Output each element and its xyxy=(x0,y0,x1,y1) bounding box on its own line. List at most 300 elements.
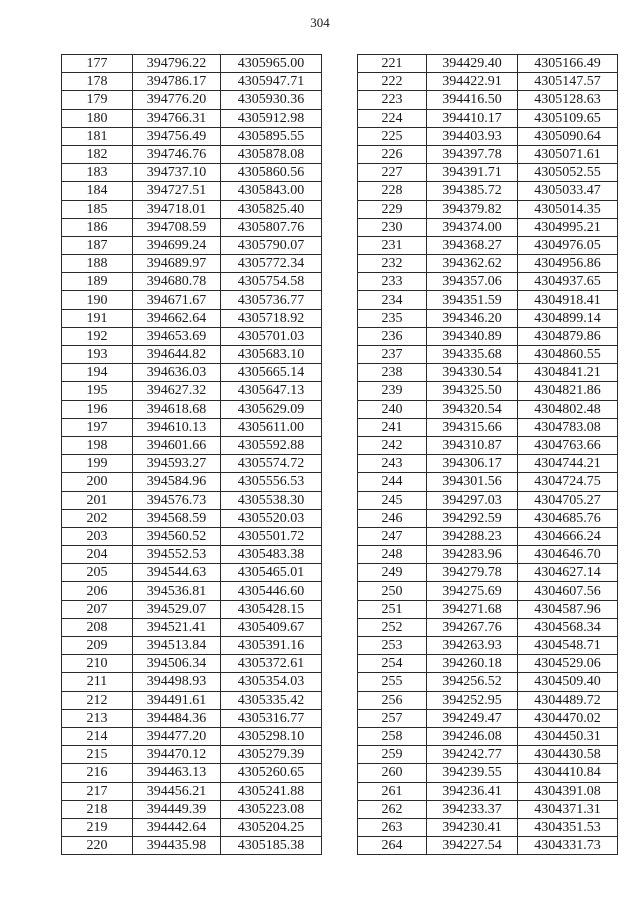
table-row xyxy=(358,127,618,145)
point-number-cell: 229 xyxy=(358,200,427,218)
point-number-cell: 181 xyxy=(62,127,133,145)
x-coordinate-cell: 394310.87 xyxy=(427,436,518,454)
table-row xyxy=(62,291,322,309)
table-row xyxy=(62,800,322,818)
point-number-cell: 212 xyxy=(62,691,133,709)
y-coordinate-cell: 4304705.27 xyxy=(518,491,618,509)
y-coordinate-cell: 4304391.08 xyxy=(518,782,618,800)
table-row xyxy=(358,564,618,582)
y-coordinate-cell: 4305316.77 xyxy=(221,709,322,727)
x-coordinate-cell: 394610.13 xyxy=(133,418,221,436)
point-number-cell: 244 xyxy=(358,473,427,491)
y-coordinate-cell: 4305241.88 xyxy=(221,782,322,800)
point-number-cell: 205 xyxy=(62,564,133,582)
point-number-cell: 206 xyxy=(62,582,133,600)
x-coordinate-cell: 394513.84 xyxy=(133,637,221,655)
y-coordinate-cell: 4305090.64 xyxy=(518,127,618,145)
y-coordinate-cell: 4305372.61 xyxy=(221,655,322,673)
x-coordinate-cell: 394529.07 xyxy=(133,600,221,618)
table-row xyxy=(358,509,618,527)
y-coordinate-cell: 4305335.42 xyxy=(221,691,322,709)
point-number-cell: 216 xyxy=(62,764,133,782)
point-number-cell: 258 xyxy=(358,727,427,745)
table-row xyxy=(62,236,322,254)
y-coordinate-cell: 4304899.14 xyxy=(518,309,618,327)
y-coordinate-cell: 4304450.31 xyxy=(518,727,618,745)
y-coordinate-cell: 4305465.01 xyxy=(221,564,322,582)
table-row xyxy=(62,527,322,545)
table-row xyxy=(62,837,322,855)
x-coordinate-cell: 394671.67 xyxy=(133,291,221,309)
point-number-cell: 255 xyxy=(358,673,427,691)
point-number-cell: 180 xyxy=(62,109,133,127)
x-coordinate-cell: 394275.69 xyxy=(427,582,518,600)
table-row xyxy=(62,200,322,218)
table-row xyxy=(358,637,618,655)
y-coordinate-cell: 4305279.39 xyxy=(221,746,322,764)
point-number-cell: 249 xyxy=(358,564,427,582)
point-number-cell: 230 xyxy=(358,218,427,236)
x-coordinate-cell: 394521.41 xyxy=(133,618,221,636)
y-coordinate-cell: 4305483.38 xyxy=(221,546,322,564)
x-coordinate-cell: 394292.59 xyxy=(427,509,518,527)
y-coordinate-cell: 4305014.35 xyxy=(518,200,618,218)
table-row xyxy=(62,600,322,618)
y-coordinate-cell: 4305204.25 xyxy=(221,818,322,836)
x-coordinate-cell: 394230.41 xyxy=(427,818,518,836)
table-row xyxy=(62,637,322,655)
table-row xyxy=(358,837,618,855)
table-row xyxy=(62,418,322,436)
y-coordinate-cell: 4304724.75 xyxy=(518,473,618,491)
table-row xyxy=(62,346,322,364)
x-coordinate-cell: 394239.55 xyxy=(427,764,518,782)
point-number-cell: 197 xyxy=(62,418,133,436)
table-row xyxy=(358,618,618,636)
y-coordinate-cell: 4305736.77 xyxy=(221,291,322,309)
point-number-cell: 185 xyxy=(62,200,133,218)
table-row xyxy=(358,818,618,836)
point-number-cell: 220 xyxy=(62,837,133,855)
y-coordinate-cell: 4305166.49 xyxy=(518,55,618,73)
y-coordinate-cell: 4304956.86 xyxy=(518,255,618,273)
point-number-cell: 241 xyxy=(358,418,427,436)
x-coordinate-cell: 394397.78 xyxy=(427,145,518,163)
x-coordinate-cell: 394708.59 xyxy=(133,218,221,236)
point-number-cell: 189 xyxy=(62,273,133,291)
y-coordinate-cell: 4305147.57 xyxy=(518,73,618,91)
table-row xyxy=(62,73,322,91)
table-row xyxy=(62,109,322,127)
y-coordinate-cell: 4304995.21 xyxy=(518,218,618,236)
table-row xyxy=(358,455,618,473)
point-number-cell: 253 xyxy=(358,637,427,655)
x-coordinate-cell: 394746.76 xyxy=(133,145,221,163)
table-row xyxy=(62,127,322,145)
y-coordinate-cell: 4305807.76 xyxy=(221,218,322,236)
y-coordinate-cell: 4304937.65 xyxy=(518,273,618,291)
point-number-cell: 195 xyxy=(62,382,133,400)
y-coordinate-cell: 4304918.41 xyxy=(518,291,618,309)
y-coordinate-cell: 4304509.40 xyxy=(518,673,618,691)
table-row xyxy=(358,182,618,200)
point-number-cell: 214 xyxy=(62,727,133,745)
table-row xyxy=(62,309,322,327)
point-number-cell: 182 xyxy=(62,145,133,163)
x-coordinate-cell: 394288.23 xyxy=(427,527,518,545)
point-number-cell: 251 xyxy=(358,600,427,618)
table-row xyxy=(62,255,322,273)
table-row xyxy=(62,327,322,345)
table-row xyxy=(358,746,618,764)
y-coordinate-cell: 4305354.03 xyxy=(221,673,322,691)
x-coordinate-cell: 394362.62 xyxy=(427,255,518,273)
point-number-cell: 257 xyxy=(358,709,427,727)
point-number-cell: 199 xyxy=(62,455,133,473)
y-coordinate-cell: 4304371.31 xyxy=(518,800,618,818)
table-row xyxy=(62,655,322,673)
x-coordinate-cell: 394484.36 xyxy=(133,709,221,727)
x-coordinate-cell: 394315.66 xyxy=(427,418,518,436)
point-number-cell: 221 xyxy=(358,55,427,73)
point-number-cell: 246 xyxy=(358,509,427,527)
table-row xyxy=(62,782,322,800)
table-row xyxy=(358,691,618,709)
y-coordinate-cell: 4304783.08 xyxy=(518,418,618,436)
x-coordinate-cell: 394320.54 xyxy=(427,400,518,418)
table-row xyxy=(358,327,618,345)
y-coordinate-cell: 4305538.30 xyxy=(221,491,322,509)
x-coordinate-cell: 394699.24 xyxy=(133,236,221,254)
y-coordinate-cell: 4304410.84 xyxy=(518,764,618,782)
x-coordinate-cell: 394627.32 xyxy=(133,382,221,400)
table-row xyxy=(358,800,618,818)
point-number-cell: 243 xyxy=(358,455,427,473)
table-row xyxy=(358,727,618,745)
point-number-cell: 260 xyxy=(358,764,427,782)
point-number-cell: 240 xyxy=(358,400,427,418)
y-coordinate-cell: 4304666.24 xyxy=(518,527,618,545)
table-row xyxy=(62,182,322,200)
x-coordinate-cell: 394297.03 xyxy=(427,491,518,509)
table-row xyxy=(358,473,618,491)
x-coordinate-cell: 394662.64 xyxy=(133,309,221,327)
point-number-cell: 215 xyxy=(62,746,133,764)
point-number-cell: 261 xyxy=(358,782,427,800)
point-number-cell: 203 xyxy=(62,527,133,545)
y-coordinate-cell: 4305556.53 xyxy=(221,473,322,491)
table-row xyxy=(358,309,618,327)
y-coordinate-cell: 4304976.05 xyxy=(518,236,618,254)
x-coordinate-cell: 394618.68 xyxy=(133,400,221,418)
point-number-cell: 200 xyxy=(62,473,133,491)
point-number-cell: 223 xyxy=(358,91,427,109)
point-number-cell: 226 xyxy=(358,145,427,163)
y-coordinate-cell: 4304763.66 xyxy=(518,436,618,454)
x-coordinate-cell: 394351.59 xyxy=(427,291,518,309)
point-number-cell: 233 xyxy=(358,273,427,291)
point-number-cell: 217 xyxy=(62,782,133,800)
point-number-cell: 237 xyxy=(358,346,427,364)
point-number-cell: 184 xyxy=(62,182,133,200)
y-coordinate-cell: 4304568.34 xyxy=(518,618,618,636)
table-row xyxy=(62,55,322,73)
table-row xyxy=(358,73,618,91)
x-coordinate-cell: 394689.97 xyxy=(133,255,221,273)
coordinates-table-right xyxy=(357,54,618,855)
y-coordinate-cell: 4304802.48 xyxy=(518,400,618,418)
table-row xyxy=(62,455,322,473)
y-coordinate-cell: 4304685.76 xyxy=(518,509,618,527)
y-coordinate-cell: 4305298.10 xyxy=(221,727,322,745)
point-number-cell: 178 xyxy=(62,73,133,91)
point-number-cell: 231 xyxy=(358,236,427,254)
y-coordinate-cell: 4304331.73 xyxy=(518,837,618,855)
point-number-cell: 222 xyxy=(358,73,427,91)
point-number-cell: 242 xyxy=(358,436,427,454)
y-coordinate-cell: 4305428.15 xyxy=(221,600,322,618)
y-coordinate-cell: 4304529.06 xyxy=(518,655,618,673)
x-coordinate-cell: 394346.20 xyxy=(427,309,518,327)
y-coordinate-cell: 4305071.61 xyxy=(518,145,618,163)
point-number-cell: 263 xyxy=(358,818,427,836)
x-coordinate-cell: 394786.17 xyxy=(133,73,221,91)
y-coordinate-cell: 4304351.53 xyxy=(518,818,618,836)
y-coordinate-cell: 4305683.10 xyxy=(221,346,322,364)
x-coordinate-cell: 394306.17 xyxy=(427,455,518,473)
x-coordinate-cell: 394233.37 xyxy=(427,800,518,818)
table-row xyxy=(62,618,322,636)
table-row xyxy=(358,400,618,418)
y-coordinate-cell: 4304587.96 xyxy=(518,600,618,618)
table-row xyxy=(62,582,322,600)
x-coordinate-cell: 394491.61 xyxy=(133,691,221,709)
table-row xyxy=(358,364,618,382)
y-coordinate-cell: 4304744.21 xyxy=(518,455,618,473)
y-coordinate-cell: 4305409.67 xyxy=(221,618,322,636)
point-number-cell: 198 xyxy=(62,436,133,454)
table-row xyxy=(358,55,618,73)
table-row xyxy=(62,818,322,836)
table-row xyxy=(62,145,322,163)
table-row xyxy=(62,218,322,236)
table-row xyxy=(358,782,618,800)
y-coordinate-cell: 4305665.14 xyxy=(221,364,322,382)
y-coordinate-cell: 4305629.09 xyxy=(221,400,322,418)
point-number-cell: 262 xyxy=(358,800,427,818)
x-coordinate-cell: 394718.01 xyxy=(133,200,221,218)
x-coordinate-cell: 394456.21 xyxy=(133,782,221,800)
x-coordinate-cell: 394796.22 xyxy=(133,55,221,73)
point-number-cell: 248 xyxy=(358,546,427,564)
point-number-cell: 227 xyxy=(358,164,427,182)
table-row xyxy=(62,382,322,400)
x-coordinate-cell: 394340.89 xyxy=(427,327,518,345)
point-number-cell: 235 xyxy=(358,309,427,327)
point-number-cell: 236 xyxy=(358,327,427,345)
point-number-cell: 247 xyxy=(358,527,427,545)
point-number-cell: 224 xyxy=(358,109,427,127)
x-coordinate-cell: 394385.72 xyxy=(427,182,518,200)
y-coordinate-cell: 4305718.92 xyxy=(221,309,322,327)
x-coordinate-cell: 394379.82 xyxy=(427,200,518,218)
point-number-cell: 259 xyxy=(358,746,427,764)
table-row xyxy=(62,491,322,509)
table-row xyxy=(62,709,322,727)
table-row xyxy=(358,218,618,236)
x-coordinate-cell: 394410.17 xyxy=(427,109,518,127)
x-coordinate-cell: 394403.93 xyxy=(427,127,518,145)
point-number-cell: 191 xyxy=(62,309,133,327)
table-row xyxy=(62,473,322,491)
point-number-cell: 254 xyxy=(358,655,427,673)
y-coordinate-cell: 4304860.55 xyxy=(518,346,618,364)
y-coordinate-cell: 4305109.65 xyxy=(518,109,618,127)
x-coordinate-cell: 394593.27 xyxy=(133,455,221,473)
y-coordinate-cell: 4305930.36 xyxy=(221,91,322,109)
x-coordinate-cell: 394737.10 xyxy=(133,164,221,182)
point-number-cell: 187 xyxy=(62,236,133,254)
point-number-cell: 211 xyxy=(62,673,133,691)
point-number-cell: 232 xyxy=(358,255,427,273)
x-coordinate-cell: 394442.64 xyxy=(133,818,221,836)
x-coordinate-cell: 394374.00 xyxy=(427,218,518,236)
coordinates-table-left xyxy=(61,54,322,855)
x-coordinate-cell: 394256.52 xyxy=(427,673,518,691)
x-coordinate-cell: 394435.98 xyxy=(133,837,221,855)
y-coordinate-cell: 4305647.13 xyxy=(221,382,322,400)
table-row xyxy=(358,600,618,618)
y-coordinate-cell: 4304489.72 xyxy=(518,691,618,709)
x-coordinate-cell: 394477.20 xyxy=(133,727,221,745)
x-coordinate-cell: 394391.71 xyxy=(427,164,518,182)
y-coordinate-cell: 4305391.16 xyxy=(221,637,322,655)
x-coordinate-cell: 394680.78 xyxy=(133,273,221,291)
point-number-cell: 196 xyxy=(62,400,133,418)
y-coordinate-cell: 4304879.86 xyxy=(518,327,618,345)
table-row xyxy=(62,91,322,109)
point-number-cell: 210 xyxy=(62,655,133,673)
y-coordinate-cell: 4304646.70 xyxy=(518,546,618,564)
point-number-cell: 256 xyxy=(358,691,427,709)
table-row xyxy=(358,236,618,254)
x-coordinate-cell: 394560.52 xyxy=(133,527,221,545)
table-row xyxy=(358,436,618,454)
x-coordinate-cell: 394242.77 xyxy=(427,746,518,764)
y-coordinate-cell: 4305878.08 xyxy=(221,145,322,163)
x-coordinate-cell: 394227.54 xyxy=(427,837,518,855)
table-row xyxy=(62,564,322,582)
y-coordinate-cell: 4304627.14 xyxy=(518,564,618,582)
point-number-cell: 186 xyxy=(62,218,133,236)
point-number-cell: 213 xyxy=(62,709,133,727)
point-number-cell: 228 xyxy=(358,182,427,200)
point-number-cell: 204 xyxy=(62,546,133,564)
y-coordinate-cell: 4305860.56 xyxy=(221,164,322,182)
y-coordinate-cell: 4305843.00 xyxy=(221,182,322,200)
table-row xyxy=(62,546,322,564)
table-row xyxy=(358,346,618,364)
x-coordinate-cell: 394544.63 xyxy=(133,564,221,582)
x-coordinate-cell: 394252.95 xyxy=(427,691,518,709)
point-number-cell: 194 xyxy=(62,364,133,382)
point-number-cell: 238 xyxy=(358,364,427,382)
table-row xyxy=(62,164,322,182)
x-coordinate-cell: 394301.56 xyxy=(427,473,518,491)
x-coordinate-cell: 394330.54 xyxy=(427,364,518,382)
x-coordinate-cell: 394236.41 xyxy=(427,782,518,800)
y-coordinate-cell: 4305052.55 xyxy=(518,164,618,182)
table-row xyxy=(358,255,618,273)
x-coordinate-cell: 394463.13 xyxy=(133,764,221,782)
x-coordinate-cell: 394552.53 xyxy=(133,546,221,564)
y-coordinate-cell: 4305754.58 xyxy=(221,273,322,291)
x-coordinate-cell: 394727.51 xyxy=(133,182,221,200)
y-coordinate-cell: 4305947.71 xyxy=(221,73,322,91)
table-row xyxy=(358,764,618,782)
y-coordinate-cell: 4305446.60 xyxy=(221,582,322,600)
table-row xyxy=(62,691,322,709)
x-coordinate-cell: 394279.78 xyxy=(427,564,518,582)
x-coordinate-cell: 394335.68 xyxy=(427,346,518,364)
page-number: 304 xyxy=(310,15,330,30)
x-coordinate-cell: 394568.59 xyxy=(133,509,221,527)
x-coordinate-cell: 394449.39 xyxy=(133,800,221,818)
point-number-cell: 250 xyxy=(358,582,427,600)
point-number-cell: 201 xyxy=(62,491,133,509)
point-number-cell: 218 xyxy=(62,800,133,818)
x-coordinate-cell: 394498.93 xyxy=(133,673,221,691)
table-row xyxy=(358,164,618,182)
y-coordinate-cell: 4305592.88 xyxy=(221,436,322,454)
y-coordinate-cell: 4305185.38 xyxy=(221,837,322,855)
point-number-cell: 188 xyxy=(62,255,133,273)
point-number-cell: 202 xyxy=(62,509,133,527)
table-row xyxy=(358,709,618,727)
y-coordinate-cell: 4305825.40 xyxy=(221,200,322,218)
point-number-cell: 234 xyxy=(358,291,427,309)
point-number-cell: 183 xyxy=(62,164,133,182)
x-coordinate-cell: 394470.12 xyxy=(133,746,221,764)
point-number-cell: 225 xyxy=(358,127,427,145)
x-coordinate-cell: 394756.49 xyxy=(133,127,221,145)
table-row xyxy=(358,273,618,291)
y-coordinate-cell: 4305701.03 xyxy=(221,327,322,345)
table-row xyxy=(358,418,618,436)
table-row xyxy=(62,727,322,745)
table-row xyxy=(358,382,618,400)
point-number-cell: 209 xyxy=(62,637,133,655)
point-number-cell: 177 xyxy=(62,55,133,73)
y-coordinate-cell: 4304841.21 xyxy=(518,364,618,382)
y-coordinate-cell: 4305965.00 xyxy=(221,55,322,73)
point-number-cell: 192 xyxy=(62,327,133,345)
point-number-cell: 239 xyxy=(358,382,427,400)
x-coordinate-cell: 394325.50 xyxy=(427,382,518,400)
x-coordinate-cell: 394357.06 xyxy=(427,273,518,291)
y-coordinate-cell: 4304430.58 xyxy=(518,746,618,764)
table-row xyxy=(62,436,322,454)
y-coordinate-cell: 4305520.03 xyxy=(221,509,322,527)
table-row xyxy=(358,546,618,564)
table-row xyxy=(358,582,618,600)
table-row xyxy=(62,509,322,527)
x-coordinate-cell: 394267.76 xyxy=(427,618,518,636)
point-number-cell: 208 xyxy=(62,618,133,636)
y-coordinate-cell: 4305033.47 xyxy=(518,182,618,200)
x-coordinate-cell: 394653.69 xyxy=(133,327,221,345)
x-coordinate-cell: 394263.93 xyxy=(427,637,518,655)
